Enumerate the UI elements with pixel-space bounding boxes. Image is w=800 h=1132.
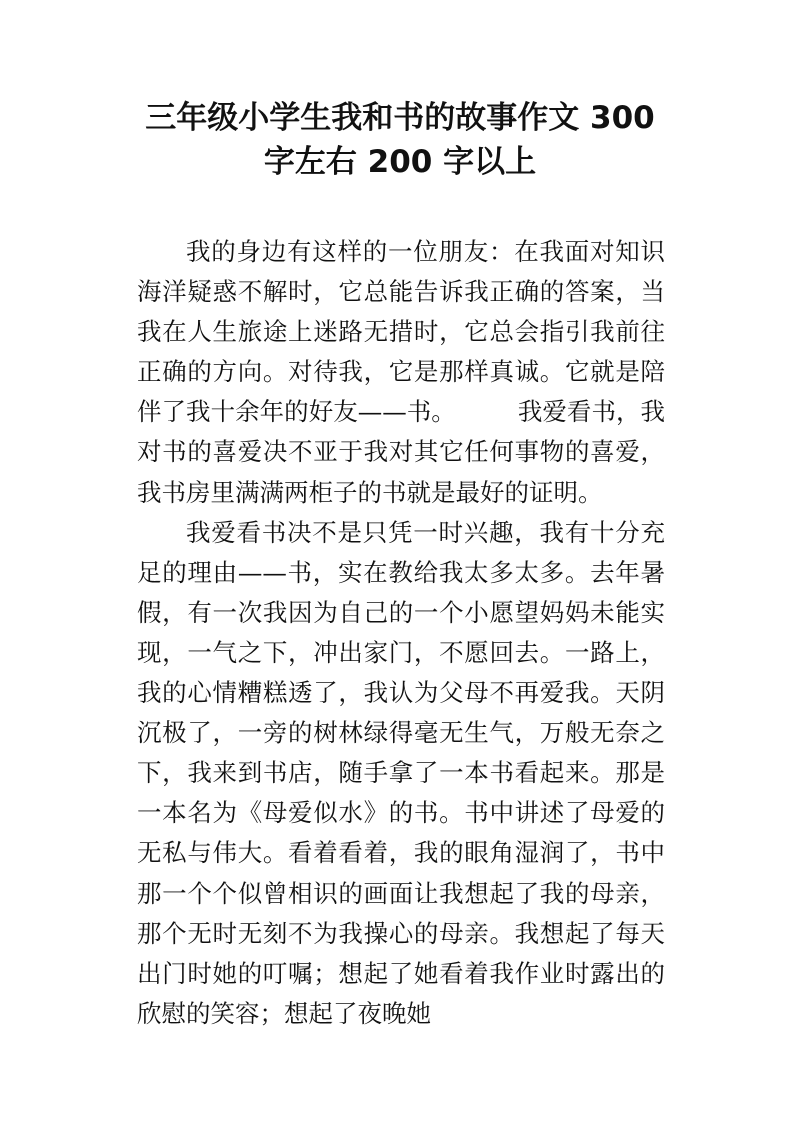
paragraph-1-part-2: 我爱看书，我对书的喜爱决不亚于我对其它任何事物的喜爱，我书房里满满两柜子的书就是最好的证明。	[137, 397, 666, 507]
paragraph-1-part-1: 我的身边有这样的一位朋友：在我面对知识海洋疑惑不解时，它总能告诉我正确的答案，当我在人生旅途上迷路无措时，它总会指引我前往正确的方向。对待我，它是那样真诚。它就是陪伴了我十余年的好友——书。	[137, 237, 665, 427]
article-body	[137, 232, 665, 1034]
paragraph-1	[137, 232, 665, 513]
title-line-1: 三年级小学生我和书的故事作文 300	[145, 100, 655, 136]
title-line-2: 字左右 200 字以上	[263, 144, 537, 180]
paragraph-2: 我爱看书决不是只凭一时兴趣，我有十分充足的理由——书，实在教给我太多太多。去年暑假，有一次我因为自己的一个小愿望妈妈未能实现，一气之下，冲出家门，不愿回去。一路上，我的心情糟糕透了，我认为父母不再爱我。天阴沉极了，一旁的树林绿得毫无生气，万般无奈之下，我来到书店，随手拿了一本书看起来。那是一本名为《母爱似水》的书。书中讲述了母爱的无私与伟大。看着看着，我的眼角湿润了，书中那一个个似曾相识的画面让我想起了我的母亲，那个无时无刻不为我操心的母亲。我想起了每天出门时她的叮嘱；想起了她看着我作业时露出的欣慰的笑容；想起了夜晚她	[137, 517, 665, 1028]
document-title	[90, 96, 710, 184]
